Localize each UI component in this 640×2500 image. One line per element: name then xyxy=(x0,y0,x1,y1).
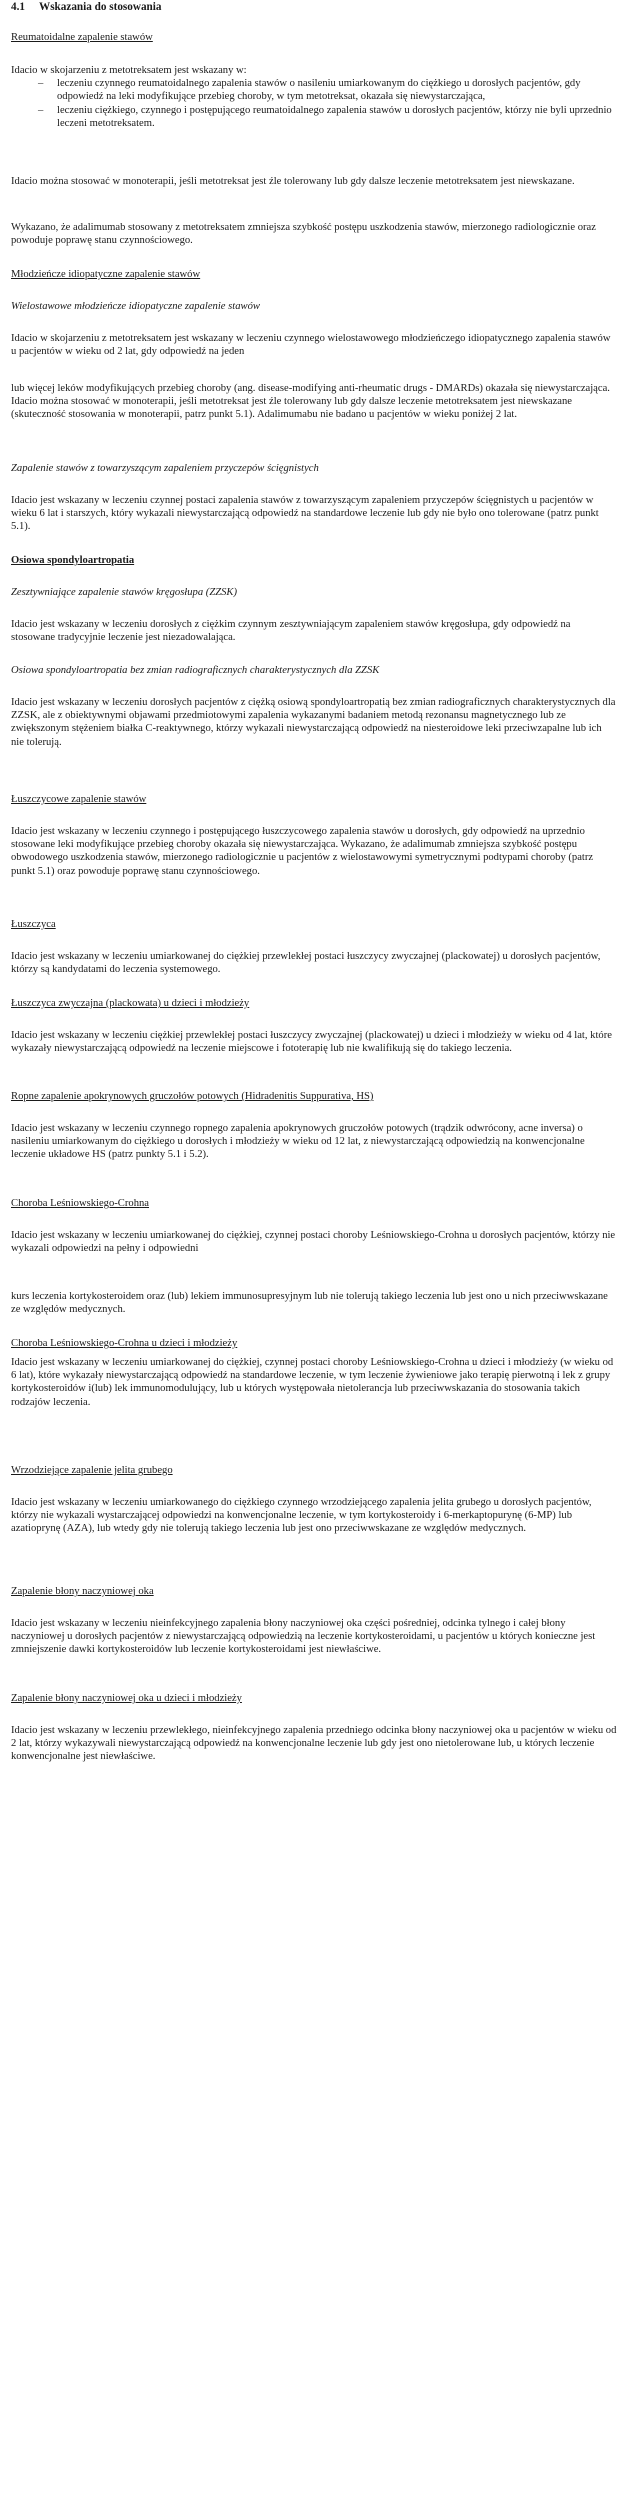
section-header xyxy=(11,0,617,15)
ped-pso-section xyxy=(11,997,617,1010)
pjia-text-2: lub więcej leków modyfikujących przebieg choroby (ang. disease-modifying anti-rheumatic drugs - DMARDs) okazała się niewystarczająca. Idacio można stosować w monoterapii, jeśli metotreksat jest źle tolerowany lub gdy dalsze leczenie metotreksatem jest niewskazane (skuteczność stosowania w monoterapii, patrz punkt 5.1). Adalimumabu nie badano u pacjentów w wieku poniżej 2 lat. xyxy=(11,383,610,421)
ra-monotherapy xyxy=(11,175,617,188)
jia-section xyxy=(11,268,617,281)
hs-section xyxy=(11,1090,617,1103)
ra-section xyxy=(11,31,617,44)
as-heading: Zesztywniające zapalenie stawów kręgosłupa (ZZSK) xyxy=(11,587,237,598)
ra-progress-text: Wykazano, że adalimumab stosowany z metotreksatem zmniejsza szybkość postępu uszkodzenia stawów, mierzonego radiologicznie oraz powoduje poprawę stanu czynnościowego. xyxy=(11,222,596,247)
hs-paragraph xyxy=(11,1122,617,1162)
ped-pso-heading: Łuszczyca zwyczajna (plackowata) u dzieci i młodzieży xyxy=(11,998,250,1009)
ped-uveitis-text: Idacio jest wskazany w leczeniu przewlekłego, nieinfekcyjnego zapalenia przedniego odcinka błony naczyniowej oka u pacjentów w wieku od 2 lat, którzy wykazywali niewystarczającą odpowiedź na konwencjonalne leczenie lub gdy jest ono nietolerowane lub, u których leczenie konwencjonalne jest niewłaściwe. xyxy=(11,1725,617,1763)
hs-text: Idacio jest wskazany w leczeniu czynnego ropnego zapalenia apokrynowych gruczołów potowych (trądzik odwrócony, acne inversa) o nasileniu umiarkowanym do ciężkiego u dorosłych i młodzieży w wieku od 12 lat, z niewystarczającą odpowiedzią na konwencjonalne leczenie układowe HS (patrz punkty 5.1 i 5.2). xyxy=(11,1123,585,1161)
ped-pso-paragraph xyxy=(11,1029,617,1055)
uc-heading: Wrzodziejące zapalenie jelita grubego xyxy=(11,1465,173,1476)
ped-uveitis-heading: Zapalenie błony naczyniowej oka u dzieci i młodzieży xyxy=(11,1693,242,1704)
pso-paragraph xyxy=(11,950,617,976)
psa-text: Idacio jest wskazany w leczeniu czynnego i postępującego łuszczycowego zapalenia stawów u dorosłych, gdy odpowiedź na uprzednio stosowane leki modyfikujące przebieg choroby okazała się niewystarczająca. Wykazano, że adalimumab zmniejsza szybkość postępu obwodowego uszkodzenia stawów, mierzonego radiologicznie u pacjentów z wielostawowymi symetrycznymi podtypami choroby (patrz punkt 5.1) oraz powoduje poprawę stanu czynnościowego. xyxy=(11,826,594,877)
ped-cd-heading: Choroba Leśniowskiego-Crohna u dzieci i młodzieży xyxy=(11,1338,238,1349)
era-text: Idacio jest wskazany w leczeniu czynnej postaci zapalenia stawów z towarzyszącym zapaleniem przyczepów ścięgnistych u pacjentów w wieku 6 lat i starszych, który wykazali niewystarczającą odpowiedź na standardowe leczenie lub gdy nie było ono tolerowane (patrz punkt 5.1). xyxy=(11,495,599,533)
ra-monotherapy-text: Idacio można stosować w monoterapii, jeśli metotreksat jest źle tolerowany lub gdy dalsze leczenie metotreksatem jest niewskazane. xyxy=(11,176,575,187)
pjia-paragraph-1 xyxy=(11,332,617,358)
ra-indications xyxy=(11,64,617,130)
nraxspa-subsection xyxy=(11,664,617,677)
section-title xyxy=(11,0,617,15)
list-item: – leczeniu ciężkiego, czynnego i postępującego reumatoidalnego zapalenia stawów u dorosłych pacjentów, którzy nie byli uprzednio leczeni metotreksatem. xyxy=(11,104,617,130)
uc-paragraph xyxy=(11,1496,617,1536)
axspa-section xyxy=(11,554,617,567)
as-text: Idacio jest wskazany w leczeniu dorosłych z ciężkim czynnym zesztywniającym zapaleniem stawów kręgosłupa, gdy odpowiedź na stosowane tradycyjnie leczenie jest niezadowalająca. xyxy=(11,619,571,644)
as-paragraph xyxy=(11,618,617,644)
cd-paragraph-2 xyxy=(11,1290,617,1316)
era-paragraph xyxy=(11,494,617,534)
psa-paragraph xyxy=(11,825,617,878)
uveitis-text: Idacio jest wskazany w leczeniu nieinfekcyjnego zapalenia błony naczyniowej oka części pośredniej, odcinka tylnego i całej błony naczyniowej u dorosłych pacjentów z niewystarczającą odpowiedzią na leczenie kortykosteroidami, u pacjentów u których konieczne jest zmniejszenie dawki kortykosteroidów lub leczenie kortykosteroidami jest niewłaściwe. xyxy=(11,1618,596,1656)
uc-section xyxy=(11,1464,617,1477)
ra-intro: Idacio w skojarzeniu z metotreksatem jest wskazany w: xyxy=(11,65,247,76)
nraxspa-paragraph xyxy=(11,696,617,749)
ped-uveitis-section xyxy=(11,1692,617,1705)
uveitis-heading: Zapalenie błony naczyniowej oka xyxy=(11,1586,154,1597)
section-number: 4.1 xyxy=(11,1,25,13)
pso-heading: Łuszczyca xyxy=(11,919,56,930)
psa-heading: Łuszczycowe zapalenie stawów xyxy=(11,794,147,805)
pjia-subsection xyxy=(11,300,617,313)
era-subsection xyxy=(11,462,617,475)
cd-section xyxy=(11,1197,617,1210)
hs-heading: Ropne zapalenie apokrynowych gruczołów potowych (Hidradenitis Suppurativa, HS) xyxy=(11,1091,374,1102)
pjia-paragraph-2 xyxy=(11,382,617,422)
list-item: – leczeniu czynnego reumatoidalnego zapalenia stawów o nasileniu umiarkowanym do ciężkiego u dorosłych pacjentów, gdy odpowiedź na leki modyfikujące przebieg choroby, w tym metotreksat, okazała się niewystarczająca, xyxy=(11,77,617,103)
cd-text-1: Idacio jest wskazany w leczeniu umiarkowanej do ciężkiej, czynnej postaci choroby Leśniowskiego-Crohna u dorosłych pacjentów, którzy nie wykazali odpowiedzi na pełny i odpowiedni xyxy=(11,1230,616,1255)
uveitis-paragraph xyxy=(11,1617,617,1657)
ra-progress xyxy=(11,221,617,247)
ped-uveitis-paragraph xyxy=(11,1724,617,1764)
ra-indication-list xyxy=(11,77,617,130)
ped-cd-paragraph xyxy=(11,1356,617,1409)
uveitis-section xyxy=(11,1585,617,1598)
ped-pso-text: Idacio jest wskazany w leczeniu ciężkiej przewlekłej postaci łuszczycy zwyczajnej (plackowatej) u dzieci i młodzieży w wieku od 4 lat, które wykazały niewystarczającą odpowiedź na leczenie miejscowe i fototerapię lub nie kwalifikują się do takiego leczenia. xyxy=(11,1030,612,1055)
as-subsection xyxy=(11,586,617,599)
jia-heading: Młodzieńcze idiopatyczne zapalenie stawów xyxy=(11,269,201,280)
pso-text: Idacio jest wskazany w leczeniu umiarkowanej do ciężkiej przewlekłej postaci łuszczycy zwyczajnej (plackowatej) u dorosłych pacjentów, którzy są kandydatami do leczenia systemowego. xyxy=(11,951,601,976)
axspa-heading: Osiowa spondyloartropatia xyxy=(11,555,135,566)
cd-heading: Choroba Leśniowskiego-Crohna xyxy=(11,1198,149,1209)
nraxspa-heading: Osiowa spondyloartropatia bez zmian radiograficznych charakterystycznych dla ZZSK xyxy=(11,665,380,676)
psa-section xyxy=(11,793,617,806)
pjia-text-1: Idacio w skojarzeniu z metotreksatem jest wskazany w leczeniu czynnego wielostawowego młodzieńczego idiopatycznego zapalenia stawów u pacjentów w wieku od 2 lat, gdy odpowiedź na jeden xyxy=(11,333,611,358)
cd-paragraph-1 xyxy=(11,1229,617,1255)
pso-section xyxy=(11,918,617,931)
section-title-text: Wskazania do stosowania xyxy=(39,1,162,13)
era-heading: Zapalenie stawów z towarzyszącym zapaleniem przyczepów ścięgnistych xyxy=(11,463,319,474)
ra-heading: Reumatoidalne zapalenie stawów xyxy=(11,32,153,43)
nraxspa-text: Idacio jest wskazany w leczeniu dorosłych pacjentów z ciężką osiową spondyloartropatią bez zmian radiograficznych charakterystycznych dla ZZSK, ale z obiektywnymi objawami przedmiotowymi zapalenia wykazanymi badaniem metodą rezonansu magnetycznego lub ze zwiększonym stężeniem białka C-reaktywnego, którzy wykazali niewystarczającą odpowiedź na niesteroidowe leki przeciwzapalne lub ich nie tolerują. xyxy=(11,697,616,748)
pjia-heading: Wielostawowe młodzieńcze idiopatyczne zapalenie stawów xyxy=(11,301,260,312)
uc-text: Idacio jest wskazany w leczeniu umiarkowanego do ciężkiego czynnego wrzodziejącego zapalenia jelita grubego u dorosłych pacjentów, którzy nie wykazali wystarczającej odpowiedzi na konwencjonalne leczenie, w tym kortykosteroidy i 6-merkaptopurynę (6-MP) lub azatioprynę (AZA), lub wtedy gdy nie tolerują takiego leczenia lub jest ono przeciwwskazane ze względów medycznych. xyxy=(11,1497,592,1535)
ped-cd-section xyxy=(11,1337,617,1350)
cd-text-2: kurs leczenia kortykosteroidem oraz (lub) lekiem immunosupresyjnym lub nie tolerują takiego leczenia lub jest ono u nich przeciwwskazane ze względów medycznych. xyxy=(11,1291,608,1316)
ped-cd-text: Idacio jest wskazany w leczeniu umiarkowanej do ciężkiej, czynnej postaci choroby Leśniowskiego-Crohna u dzieci i młodzieży (w wieku od 6 lat), które wykazały niewystarczającą odpowiedź na standardowe leczenie, w tym leczenie żywieniowe jako terapię pierwotną i lek z grupy kortykosteroidów i(lub) lek immunomodulujący, lub u których występowała nietolerancja lub przeciwwskazania do stosowania takich rodzajów leczenia. xyxy=(11,1357,614,1408)
